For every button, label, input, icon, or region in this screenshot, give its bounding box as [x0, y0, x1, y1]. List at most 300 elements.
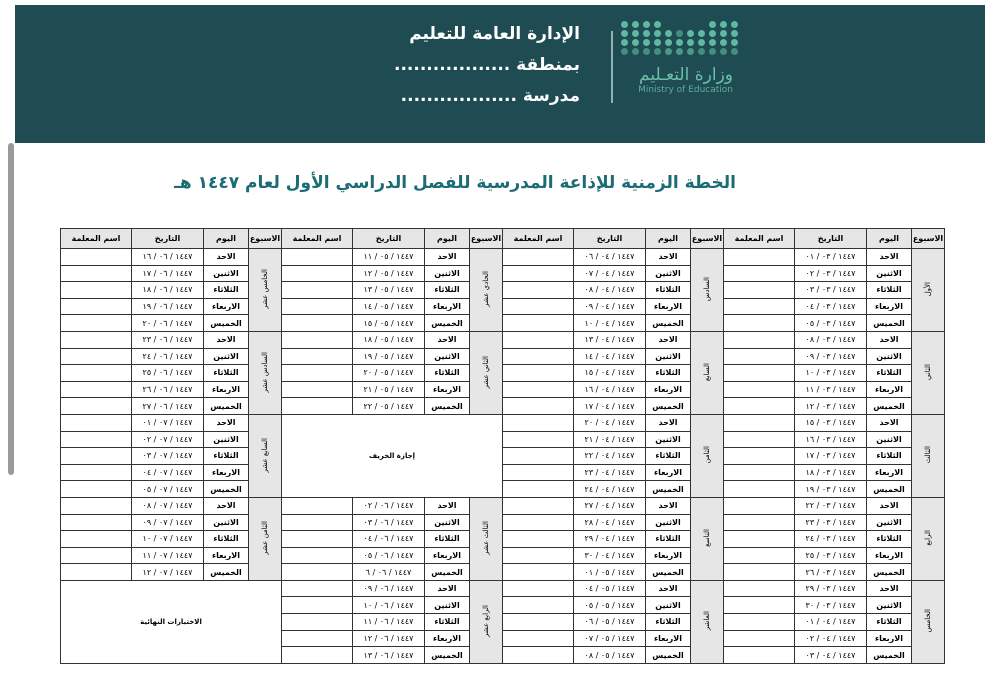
date-cell	[132, 497, 204, 514]
teacher-name-cell[interactable]	[282, 348, 353, 365]
teacher-name-cell[interactable]	[724, 564, 795, 581]
date-value: ١٤٤٧ / ٠٤ / ١٣	[584, 335, 635, 345]
date-value: ١٤٤٧ / ٠٤ / ٢٩	[584, 534, 635, 544]
date-value: ١٤٤٧ / ٠٤ / ٠١	[805, 617, 856, 627]
day-header: اليوم	[425, 229, 470, 249]
date-value: ١٤٤٧ / ٠٥ / ١٢	[363, 268, 414, 278]
day-cell: الاحد	[425, 580, 470, 597]
autumn-holiday-cell: إجازة الخريف	[282, 414, 503, 497]
date-cell	[574, 564, 646, 581]
date-value: ١٤٤٧ / ٠٦ / ١٠	[363, 600, 414, 610]
date-value: ١٤٤٧ / ٠٤ / ٠٩	[584, 302, 635, 312]
date-value: ١٤٤٧ / ٠٦ / ٢٣	[142, 335, 193, 345]
day-cell: الاحد	[867, 414, 912, 431]
date-cell	[795, 282, 867, 299]
day-cell: الخميس	[646, 564, 691, 581]
date-cell	[795, 547, 867, 564]
teacher-name-cell[interactable]	[282, 614, 353, 631]
date-cell	[353, 398, 425, 415]
date-cell	[795, 298, 867, 315]
date-value: ١٤٤٧ / ٠٤ / ٢٣	[584, 468, 635, 478]
date-value: ١٤٤٧ / ٠٤ / ٠٦	[584, 252, 635, 262]
table-row	[61, 381, 945, 398]
day-cell: الاثنين	[204, 431, 249, 448]
week-label	[249, 331, 282, 414]
date-cell	[132, 514, 204, 531]
day-cell: الاثنين	[204, 265, 249, 282]
teacher-name-cell[interactable]	[282, 597, 353, 614]
date-value: ١٤٤٧ / ٠٦ / ٢٦	[142, 385, 193, 395]
teacher-name-cell[interactable]	[503, 547, 574, 564]
table-row	[61, 580, 945, 597]
table-row	[61, 249, 945, 266]
day-header: اليوم	[646, 229, 691, 249]
teacher-name-cell[interactable]	[61, 282, 132, 299]
day-cell: الاربعاء	[867, 381, 912, 398]
week-label	[691, 497, 724, 580]
date-cell	[574, 597, 646, 614]
week-name: الثالث	[924, 446, 932, 464]
date-cell	[353, 580, 425, 597]
day-cell: الثلاثاء	[646, 531, 691, 548]
table-header-row	[61, 229, 945, 249]
teacher-name-cell[interactable]	[61, 365, 132, 382]
date-value: ١٤٤٧ / ٠٥ / ٠٤	[584, 584, 635, 594]
date-cell	[353, 614, 425, 631]
table-row	[61, 365, 945, 382]
date-value: ١٤٤٧ / ٠٧ / ٠٤	[142, 468, 193, 478]
teacher-name-cell[interactable]	[503, 597, 574, 614]
week-name: السادس عشر	[261, 351, 269, 393]
date-cell	[353, 547, 425, 564]
date-cell	[353, 298, 425, 315]
date-value: ١٤٤٧ / ٠٧ / ٠٨	[142, 501, 193, 511]
teacher-name-cell[interactable]	[503, 331, 574, 348]
teacher-name-cell[interactable]	[282, 497, 353, 514]
date-value: ١٤٤٧ / ٠٦ / ١٣	[363, 650, 414, 660]
date-cell	[574, 547, 646, 564]
teacher-name-cell[interactable]	[282, 630, 353, 647]
date-value: ١٤٤٧ / ٠٦ / ١٦	[142, 252, 193, 262]
date-value: ١٤٤٧ / ٠٣ / ٠٩	[805, 351, 856, 361]
logo-arabic-text: وزارة التعـليم	[639, 65, 733, 85]
date-header: التاريخ	[353, 229, 425, 249]
day-cell: الثلاثاء	[425, 614, 470, 631]
teacher-name-cell[interactable]	[282, 580, 353, 597]
date-value: ١٤٤٧ / ٠٥ / ٠٧	[584, 633, 635, 643]
date-cell	[574, 365, 646, 382]
day-cell: الاثنين	[646, 514, 691, 531]
teacher-name-cell[interactable]	[61, 448, 132, 465]
teacher-name-cell[interactable]	[724, 249, 795, 266]
teacher-name-cell[interactable]	[724, 497, 795, 514]
day-cell: الاحد	[204, 414, 249, 431]
teacher-name-cell[interactable]	[503, 564, 574, 581]
date-cell	[353, 381, 425, 398]
teacher-name-cell[interactable]	[61, 564, 132, 581]
week-name: السابع عشر	[261, 437, 269, 473]
teacher-name-cell[interactable]	[724, 365, 795, 382]
date-cell	[353, 514, 425, 531]
day-cell: الثلاثاء	[425, 365, 470, 382]
day-cell: الخميس	[867, 564, 912, 581]
date-cell	[353, 331, 425, 348]
teacher-name-cell[interactable]	[724, 414, 795, 431]
date-cell	[353, 647, 425, 664]
date-value: ١٤٤٧ / ٠٧ / ٠٥	[142, 484, 193, 494]
date-cell	[795, 249, 867, 266]
day-cell: الثلاثاء	[646, 365, 691, 382]
week-label	[912, 249, 945, 332]
week-name: الحادي عشر	[482, 271, 490, 307]
day-cell: الاربعاء	[204, 547, 249, 564]
day-cell: الاحد	[425, 331, 470, 348]
teacher-name-cell[interactable]	[724, 448, 795, 465]
date-value: ١٤٤٧ / ٠٥ / ١٥	[363, 318, 414, 328]
teacher-name-cell[interactable]	[282, 282, 353, 299]
day-cell: الخميس	[425, 315, 470, 332]
date-value: ١٤٤٧ / ٠٣ / ١١	[805, 385, 856, 395]
day-cell: الخميس	[867, 647, 912, 664]
teacher-name-cell[interactable]	[282, 514, 353, 531]
day-header: اليوم	[867, 229, 912, 249]
date-cell	[132, 414, 204, 431]
day-cell: الاثنين	[867, 597, 912, 614]
teacher-name-cell[interactable]	[724, 398, 795, 415]
day-cell: الاربعاء	[425, 547, 470, 564]
day-cell: الاربعاء	[425, 381, 470, 398]
teacher-name-cell[interactable]	[61, 514, 132, 531]
date-value: ١٤٤٧ / ٠٥ / ٢٢	[363, 401, 414, 411]
date-cell	[795, 365, 867, 382]
table-row	[61, 431, 945, 448]
week-label	[691, 580, 724, 663]
teacher-name-cell[interactable]	[724, 547, 795, 564]
day-cell: الاثنين	[425, 348, 470, 365]
day-cell: الاربعاء	[204, 381, 249, 398]
date-cell	[795, 398, 867, 415]
week-label	[912, 580, 945, 663]
day-cell: الاثنين	[646, 431, 691, 448]
date-value: ١٤٤٧ / ٠٤ / ١٥	[584, 368, 635, 378]
teacher-name-cell[interactable]	[503, 431, 574, 448]
teacher-name-cell[interactable]	[503, 481, 574, 498]
week-label	[691, 331, 724, 414]
teacher-name-cell[interactable]	[724, 464, 795, 481]
date-value: ١٤٤٧ / ٠٦ / ١٨	[142, 285, 193, 295]
date-cell	[132, 481, 204, 498]
date-cell	[795, 381, 867, 398]
date-cell	[574, 464, 646, 481]
teacher-name-cell[interactable]	[724, 481, 795, 498]
date-value: ١٤٤٧ / ٠٧ / ١١	[142, 550, 193, 560]
week-name: الخامس	[924, 609, 932, 633]
date-value: ١٤٤٧ / ٠٦ / ١٧	[142, 268, 193, 278]
teacher-name-cell[interactable]	[61, 431, 132, 448]
teacher-name-cell[interactable]	[61, 381, 132, 398]
teacher-name-cell[interactable]	[724, 597, 795, 614]
teacher-name-cell[interactable]	[503, 630, 574, 647]
date-value: ١٤٤٧ / ٠٣ / ١٨	[805, 468, 856, 478]
table-row	[61, 414, 945, 431]
day-header: اليوم	[204, 229, 249, 249]
day-cell: الخميس	[425, 398, 470, 415]
date-value: ١٤٤٧ / ٠٥ / ١١	[363, 252, 414, 262]
day-cell: الخميس	[204, 315, 249, 332]
date-value: ١٤٤٧ / ٠٥ / ١٨	[363, 335, 414, 345]
region-field: بمنطقة ..................	[394, 55, 580, 75]
header-band	[15, 5, 985, 143]
date-cell	[574, 398, 646, 415]
teacher-name-cell[interactable]	[503, 249, 574, 266]
date-cell	[132, 464, 204, 481]
teacher-name-cell[interactable]	[503, 282, 574, 299]
week-header: الاسبوع	[249, 229, 282, 249]
date-cell	[574, 614, 646, 631]
teacher-name-cell[interactable]	[61, 315, 132, 332]
day-cell: الاحد	[425, 249, 470, 266]
day-cell: الاثنين	[867, 514, 912, 531]
date-cell	[353, 365, 425, 382]
teacher-name-cell[interactable]	[503, 414, 574, 431]
week-name: الخامس عشر	[261, 269, 269, 309]
day-cell: الاثنين	[867, 265, 912, 282]
date-value: ١٤٤٧ / ٠٣ / ٢٥	[805, 550, 856, 560]
week-label	[691, 414, 724, 497]
date-value: ١٤٤٧ / ٠٣ / ٠١	[805, 252, 856, 262]
teacher-name-cell[interactable]	[282, 647, 353, 664]
week-name: الثالث عشر	[482, 520, 490, 555]
day-cell: الثلاثاء	[867, 614, 912, 631]
date-cell	[353, 282, 425, 299]
date-cell	[574, 647, 646, 664]
teacher-name-cell[interactable]	[503, 348, 574, 365]
teacher-name-cell[interactable]	[282, 265, 353, 282]
teacher-name-cell[interactable]	[724, 431, 795, 448]
teacher-name-cell[interactable]	[503, 580, 574, 597]
teacher-header: اسم المعلمة	[61, 229, 132, 249]
teacher-name-cell[interactable]	[503, 315, 574, 332]
date-value: ١٤٤٧ / ٠٣ / ٠٤	[805, 302, 856, 312]
day-cell: الثلاثاء	[425, 282, 470, 299]
teacher-name-cell[interactable]	[503, 497, 574, 514]
teacher-name-cell[interactable]	[282, 315, 353, 332]
teacher-name-cell[interactable]	[61, 331, 132, 348]
teacher-name-cell[interactable]	[724, 614, 795, 631]
teacher-name-cell[interactable]	[724, 630, 795, 647]
date-cell	[574, 497, 646, 514]
day-cell: الثلاثاء	[204, 448, 249, 465]
day-cell: الاحد	[867, 497, 912, 514]
logo-dots-icon	[621, 21, 741, 55]
teacher-name-cell[interactable]	[724, 531, 795, 548]
date-cell	[132, 398, 204, 415]
date-cell	[132, 448, 204, 465]
day-cell: الاحد	[646, 580, 691, 597]
date-value: ١٤٤٧ / ٠٦ / ٢٧	[142, 401, 193, 411]
day-cell: الثلاثاء	[646, 448, 691, 465]
day-cell: الاثنين	[867, 431, 912, 448]
date-value: ١٤٤٧ / ٠٥ / ٠٨	[584, 650, 635, 660]
date-cell	[795, 647, 867, 664]
day-cell: الاثنين	[425, 514, 470, 531]
teacher-name-cell[interactable]	[724, 331, 795, 348]
teacher-name-cell[interactable]	[724, 381, 795, 398]
week-label	[912, 414, 945, 497]
teacher-name-cell[interactable]	[61, 531, 132, 548]
date-cell	[795, 348, 867, 365]
teacher-name-cell[interactable]	[61, 414, 132, 431]
date-value: ١٤٤٧ / ٠٦ / ٢٥	[142, 368, 193, 378]
date-value: ١٤٤٧ / ٠٧ / ٠١	[142, 418, 193, 428]
day-cell: الاثنين	[204, 348, 249, 365]
teacher-name-cell[interactable]	[282, 249, 353, 266]
week-name: السابع	[703, 362, 711, 382]
week-name: الثاني عشر	[482, 355, 490, 389]
date-cell	[795, 497, 867, 514]
teacher-name-cell[interactable]	[282, 331, 353, 348]
date-cell	[132, 564, 204, 581]
week-label	[912, 497, 945, 580]
week-label	[470, 331, 503, 414]
teacher-name-cell[interactable]	[61, 547, 132, 564]
day-cell: الاحد	[867, 580, 912, 597]
table-row	[61, 564, 945, 581]
date-value: ١٤٤٧ / ٠٤ / ٠٣	[805, 650, 856, 660]
date-value: ١٤٤٧ / ٠٤ / ٢٠	[584, 418, 635, 428]
day-cell: الاربعاء	[867, 547, 912, 564]
teacher-name-cell[interactable]	[724, 265, 795, 282]
date-cell	[574, 531, 646, 548]
teacher-name-cell[interactable]	[503, 381, 574, 398]
day-cell: الخميس	[646, 315, 691, 332]
teacher-name-cell[interactable]	[503, 365, 574, 382]
teacher-name-cell[interactable]	[724, 348, 795, 365]
date-value: ١٤٤٧ / ٠٣ / ١٢	[805, 401, 856, 411]
teacher-name-cell[interactable]	[61, 464, 132, 481]
date-value: ١٤٤٧ / ٠٣ / ٢٩	[805, 584, 856, 594]
date-cell	[132, 365, 204, 382]
teacher-name-cell[interactable]	[61, 265, 132, 282]
date-value: ١٤٤٧ / ٠٣ / ١٦	[805, 434, 856, 444]
date-cell	[795, 614, 867, 631]
date-cell	[574, 315, 646, 332]
header-text	[394, 19, 580, 112]
date-value: ١٤٤٧ / ٠٤ / ٣٠	[584, 550, 635, 560]
teacher-name-cell[interactable]	[282, 547, 353, 564]
date-cell	[795, 448, 867, 465]
teacher-name-cell[interactable]	[61, 348, 132, 365]
teacher-name-cell[interactable]	[282, 398, 353, 415]
day-cell: الخميس	[867, 398, 912, 415]
date-cell	[132, 547, 204, 564]
date-value: ١٤٤٧ / ٠٦ / ٦	[365, 567, 412, 577]
date-cell	[132, 381, 204, 398]
teacher-name-cell[interactable]	[503, 298, 574, 315]
day-cell: الثلاثاء	[204, 365, 249, 382]
teacher-header: اسم المعلمة	[282, 229, 353, 249]
date-cell	[574, 414, 646, 431]
teacher-name-cell[interactable]	[724, 282, 795, 299]
day-cell: الخميس	[646, 647, 691, 664]
teacher-name-cell[interactable]	[724, 580, 795, 597]
school-field: مدرسة ..................	[400, 86, 580, 106]
teacher-name-cell[interactable]	[282, 564, 353, 581]
date-value: ١٤٤٧ / ٠٧ / ٠٣	[142, 451, 193, 461]
date-cell	[795, 514, 867, 531]
day-cell: الاحد	[646, 249, 691, 266]
date-value: ١٤٤٧ / ٠٣ / ١٩	[805, 484, 856, 494]
teacher-name-cell[interactable]	[503, 448, 574, 465]
teacher-name-cell[interactable]	[61, 497, 132, 514]
date-cell	[353, 265, 425, 282]
day-cell: الثلاثاء	[867, 531, 912, 548]
table-row	[61, 331, 945, 348]
teacher-name-cell[interactable]	[61, 398, 132, 415]
date-value: ١٤٤٧ / ٠٦ / ٠٤	[363, 534, 414, 544]
teacher-name-cell[interactable]	[724, 315, 795, 332]
day-cell: الخميس	[867, 315, 912, 332]
day-cell: الخميس	[204, 398, 249, 415]
table-row	[61, 481, 945, 498]
teacher-name-cell[interactable]	[61, 249, 132, 266]
day-cell: الاحد	[646, 497, 691, 514]
date-cell	[574, 630, 646, 647]
date-cell	[795, 531, 867, 548]
teacher-name-cell[interactable]	[282, 531, 353, 548]
teacher-name-cell[interactable]	[61, 481, 132, 498]
teacher-name-cell[interactable]	[724, 647, 795, 664]
date-value: ١٤٤٧ / ٠٦ / ١١	[363, 617, 414, 627]
ministry-logo	[621, 21, 741, 95]
teacher-name-cell[interactable]	[503, 464, 574, 481]
teacher-name-cell[interactable]	[503, 398, 574, 415]
date-value: ١٤٤٧ / ٠٧ / ٠٢	[142, 434, 193, 444]
date-value: ١٤٤٧ / ٠٤ / ٢١	[584, 434, 635, 444]
teacher-name-cell[interactable]	[503, 647, 574, 664]
date-cell	[132, 249, 204, 266]
week-label	[470, 249, 503, 332]
teacher-name-cell[interactable]	[61, 298, 132, 315]
teacher-name-cell[interactable]	[724, 514, 795, 531]
day-cell: الاثنين	[646, 597, 691, 614]
date-value: ١٤٤٧ / ٠٤ / ١٤	[584, 351, 635, 361]
date-cell	[574, 381, 646, 398]
day-cell: الاربعاء	[204, 464, 249, 481]
date-value: ١٤٤٧ / ٠٤ / ٢٧	[584, 501, 635, 511]
teacher-name-cell[interactable]	[724, 298, 795, 315]
date-value: ١٤٤٧ / ٠٣ / ١٥	[805, 418, 856, 428]
date-cell	[132, 331, 204, 348]
teacher-name-cell[interactable]	[282, 381, 353, 398]
teacher-header: اسم المعلمة	[503, 229, 574, 249]
date-value: ١٤٤٧ / ٠٣ / ٢٢	[805, 501, 856, 511]
day-cell: الخميس	[425, 564, 470, 581]
date-value: ١٤٤٧ / ٠٧ / ١٢	[142, 567, 193, 577]
teacher-name-cell[interactable]	[503, 614, 574, 631]
date-value: ١٤٤٧ / ٠٣ / ٢٣	[805, 517, 856, 527]
teacher-name-cell[interactable]	[503, 514, 574, 531]
date-value: ١٤٤٧ / ٠٥ / ١٣	[363, 285, 414, 295]
teacher-name-cell[interactable]	[282, 298, 353, 315]
date-cell	[574, 580, 646, 597]
table-row	[61, 282, 945, 299]
date-cell	[353, 348, 425, 365]
teacher-name-cell[interactable]	[503, 531, 574, 548]
date-value: ١٤٤٧ / ٠٦ / ٠٣	[363, 517, 414, 527]
teacher-name-cell[interactable]	[282, 365, 353, 382]
teacher-name-cell[interactable]	[503, 265, 574, 282]
